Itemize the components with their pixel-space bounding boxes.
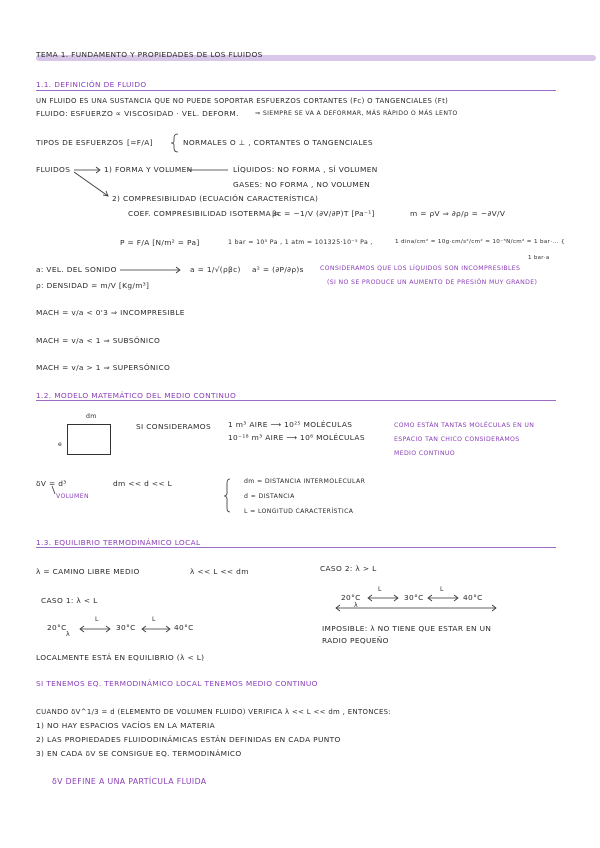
case-2-label: CASO 2: λ > L	[320, 564, 377, 573]
fluid-relation: FLUIDO: ESFUERZO ∝ VISCOSIDAD · VEL. DEFORM.	[36, 109, 239, 118]
sound-formula-2: a² = (∂P/∂ρ)s	[252, 265, 304, 274]
shape-volume: 1) FORMA Y VOLUMEN	[104, 165, 193, 174]
stress-types-label: TIPOS DE ESFUERZOS	[36, 138, 124, 147]
mass-formula: m = ρV ⇒ ∂ρ/ρ = −∂V/V	[410, 209, 506, 218]
case1-temp-40: 40°C	[174, 623, 194, 632]
bar-conversion: 1 bar = 10⁵ Pa , 1 atm = 101325·10⁻⁵ Pa ,	[228, 239, 373, 246]
case1-temp-20: 20°C	[47, 623, 67, 632]
case1-L-2: L	[152, 616, 156, 623]
case2-temp-20: 20°C	[341, 593, 361, 602]
arrow-compres	[74, 172, 108, 196]
arrow-volume	[52, 486, 55, 494]
incompressible-note: CONSIDERAMOS QUE LOS LÍQUIDOS SON INCOMPRESIBLES	[320, 265, 521, 272]
local-equilibrium: LOCALMENTE ESTÁ EN EQUILIBRIO (λ < L)	[36, 653, 205, 662]
gases-line: GASES: NO FORMA , NO VOLUMEN	[233, 180, 371, 189]
continuum-note-1: COMO ESTÁN TANTAS MOLÉCULAS EN UN	[394, 422, 535, 429]
mach-supersonic: MACH = v/a > 1 ⇒ SUPERSÓNICO	[36, 363, 171, 372]
consequence-3: 3) EN CADA δV SE CONSIGUE EQ. TERMODINÁMICO	[36, 749, 242, 758]
page-title: TEMA 1. FUNDAMENTO Y PROPIEDADES DE LOS FLUIDOS	[36, 50, 263, 59]
case-1-label: CASO 1: λ < L	[41, 596, 98, 605]
impossible-line-1: IMPOSIBLE: λ NO TIENE QUE ESTAR EN UN	[322, 624, 492, 633]
impossible-line-2: RADIO PEQUEÑO	[322, 636, 389, 645]
sound-formula: a = 1/√(ρβc)	[190, 265, 241, 274]
mach-incompressible: MACH = v/a < 0'3 ⇒ INCOMPRESIBLE	[36, 308, 185, 317]
definition-line: UN FLUIDO ES UNA SUSTANCIA QUE NO PUEDE SOPORTAR ESFUERZOS CORTANTES (Fc) O TANGENCIALES (Ft)	[36, 97, 449, 105]
section-1-1-heading: 1.1. DEFINICIÓN DE FLUIDO	[36, 80, 147, 89]
liquids-line: LÍQUIDOS: NO FORMA , SÍ VOLUMEN	[233, 165, 378, 174]
consequence-2: 2) LAS PROPIEDADES FLUIDODINÁMICAS ESTÁN DEFINIDAS EN CADA PUNTO	[36, 735, 341, 744]
coef-label: COEF. COMPRESIBILIDAD ISOTERMA =	[128, 209, 281, 218]
box-top-label: dm	[86, 413, 97, 420]
sound-speed-label: a: VEL. DEL SONIDO	[36, 265, 117, 274]
pressure-note: (SI NO SE PRODUCE UN AUMENTO DE PRESIÓN MUY GRANDE)	[327, 279, 538, 286]
case2-temp-30: 30°C	[404, 593, 424, 602]
dina-conversion: 1 dina/cm² = 10g·cm/s²/cm² = 10⁻⁵N/cm² = 1 bar·... {	[395, 239, 565, 245]
pressure-formula: P = F/A [N/m² = Pa]	[120, 238, 200, 247]
lambda-inequality: λ << L << dm	[190, 567, 249, 576]
case1-lambda: λ	[66, 631, 71, 638]
def-L: L = LONGITUD CARACTERÍSTICA	[244, 508, 354, 515]
coef-formula: βc = −1/V (∂V/∂P)T [Pa⁻¹]	[272, 209, 375, 218]
when-verifies: CUANDO δV^1/3 = d (ELEMENTO DE VOLUMEN FLUIDO) VERIFICA λ << L << dm , ENTONCES:	[36, 708, 392, 716]
consider-label: SI CONSIDERAMOS	[136, 422, 211, 431]
case2-L: L	[378, 586, 382, 593]
def-dm: dm = DISTANCIA INTERMOLECULAR	[244, 478, 366, 485]
air-line-1: 1 m³ AIRE ⟶ 10²⁵ MOLÉCULAS	[228, 420, 353, 429]
air-line-2: 10⁻¹⁸ m³ AIRE ⟶ 10⁶ MOLÉCULAS	[228, 433, 365, 442]
fluids-label: FLUIDOS	[36, 165, 71, 174]
brace-defs	[224, 479, 230, 512]
one-bar-label: 1 bar·a	[528, 255, 550, 261]
brace-mark	[171, 134, 178, 152]
volume-label: VOLUMEN	[56, 493, 89, 500]
section-1-2-heading: 1.2. MODELO MATEMÁTICO DEL MEDIO CONTINUO	[36, 391, 237, 400]
density-label: ρ: DENSIDAD = m/V [Kg/m³]	[36, 281, 150, 290]
case2-temp-40: 40°C	[463, 593, 483, 602]
case1-temp-30: 30°C	[116, 623, 136, 632]
mach-subsonic: MACH = v/a < 1 ⇒ SUBSÓNICO	[36, 336, 161, 345]
case2-lambda: λ	[354, 602, 359, 609]
section-1-3-heading: 1.3. EQUILIBRIO TERMODINÁMICO LOCAL	[36, 538, 201, 547]
scale-inequality: dm << d << L	[113, 479, 173, 488]
case1-L: L	[95, 616, 99, 623]
fluid-particle-definition: δV DEFINE A UNA PARTÍCULA FLUIDA	[52, 777, 207, 786]
lambda-definition: λ = CAMINO LIBRE MEDIO	[36, 567, 140, 576]
delta-v-formula: δV = d³	[36, 479, 67, 488]
continuum-note-3: MEDIO CONTINUO	[394, 450, 456, 457]
case2-L-2: L	[440, 586, 444, 593]
consequence-1: 1) NO HAY ESPACIOS VACÍOS EN LA MATERIA	[36, 721, 216, 730]
box-left-label: e	[58, 441, 63, 448]
stress-types: NORMALES O ⊥ , CORTANTES O TANGENCIALES	[183, 138, 373, 147]
continuum-note-2: ESPACIO TAN CHICO CONSIDERAMOS	[394, 436, 520, 443]
def-d: d = DISTANCIA	[244, 493, 295, 500]
deform-note: ⇒ SIEMPRE SE VA A DEFORMAR, MÁS RÁPIDO O MÁS LENTO	[255, 110, 458, 117]
continuum-conclusion: SI TENEMOS EQ. TERMODINÁMICO LOCAL TENEMOS MEDIO CONTINUO	[36, 679, 318, 688]
stress-formula: [=F/A]	[127, 138, 153, 147]
compressibility: 2) COMPRESIBILIDAD (ECUACIÓN CARACTERÍSTICA)	[112, 194, 319, 203]
